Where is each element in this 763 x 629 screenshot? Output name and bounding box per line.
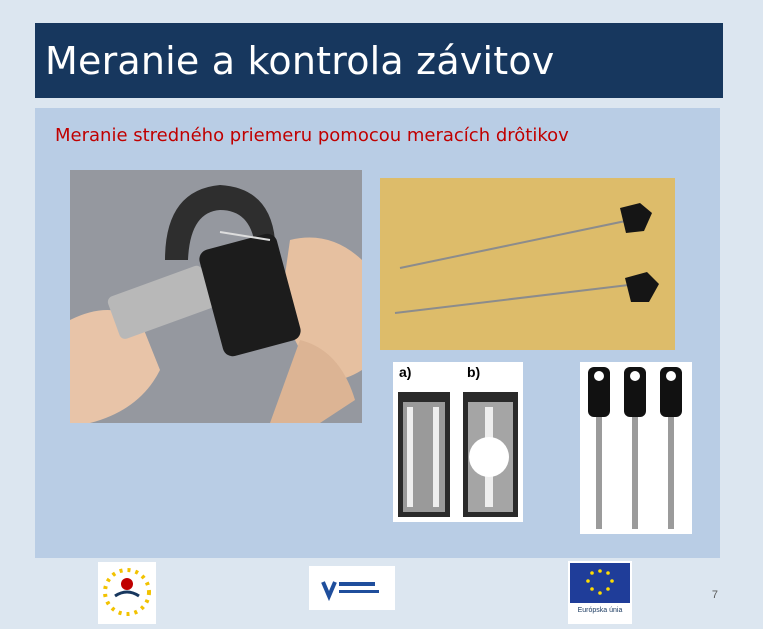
label-b: b) <box>467 364 481 380</box>
content-panel <box>35 108 720 558</box>
eu-logo <box>568 561 632 624</box>
page-title: Meranie a kontrola závitov <box>45 38 555 83</box>
czech-republic-logo <box>98 562 156 624</box>
title-bar <box>35 23 723 98</box>
wire-set-photo <box>580 362 692 534</box>
research-institute-logo <box>309 566 395 610</box>
label-a: a) <box>399 364 412 380</box>
micrometer-photo <box>70 170 362 423</box>
slide-subtitle: Meranie stredného priemeru pomocou meracích drôtikov <box>55 125 569 146</box>
page-number: 7 <box>711 589 718 601</box>
measuring-wires-photo <box>380 178 675 350</box>
eu-label: Európska únia <box>577 607 623 614</box>
wire-holder-photo <box>393 362 523 522</box>
